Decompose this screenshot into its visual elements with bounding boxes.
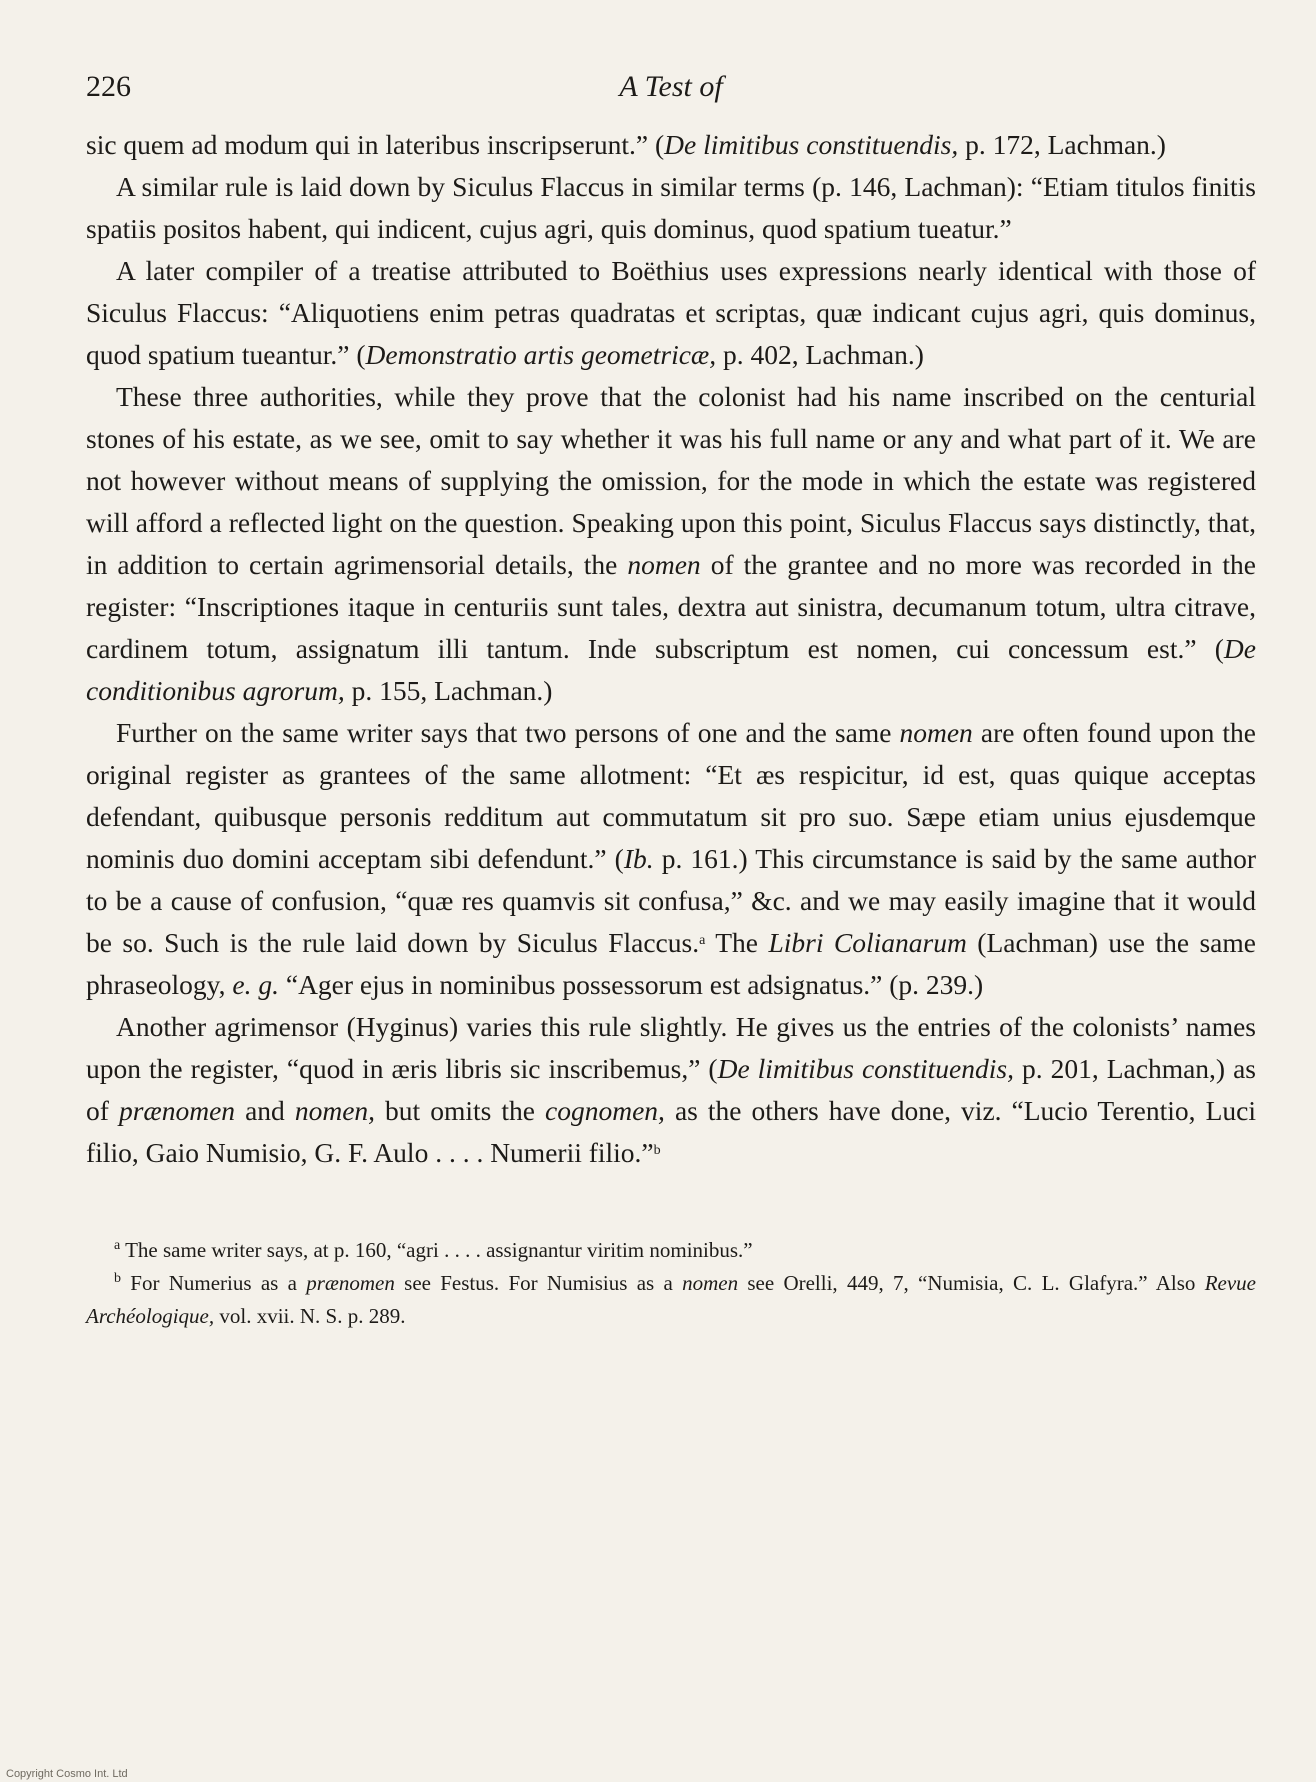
italic-text: Demonstratio artis geometricæ, [365,339,717,370]
paragraph [86,376,1256,712]
text-run: see Orelli, 449, 7, “Numisia, C. L. Glafyra.” Also [738,1271,1205,1295]
text-run: as the others have done, viz. “Lucio Terentio, Luci filio, Gaio Numisio, G. F. Aulo . . . . Numerii filio.” [86,1095,1256,1168]
page-number: 226 [86,70,131,103]
italic-text: nomen [627,549,701,580]
italic-text: De limitibus constituendis, [717,1053,1014,1084]
document-page [86,64,1256,1333]
text-run: p. 155, Lachman.) [344,675,553,706]
body-text [86,124,1256,1174]
paragraph [86,250,1256,376]
text-run: are often found upon the original register as grantees of the same allotment: “Et æs respicitur, id est, quas quique acceptas defendant, quibusque personis redditum aut commutatum sit pro suo. Sæpe etiam unius ejusdemque nominis duo domini acceptam sibi defendunt.” ( [86,717,1256,874]
text-run: sic quem ad modum qui in lateribus inscripserunt.” ( [86,129,665,160]
italic-text: nomen [682,1271,739,1295]
page-header [86,64,1256,124]
text-run: vol. xvii. N. S. p. 289. [214,1304,406,1328]
paragraph [86,712,1256,1006]
paragraph [86,1006,1256,1174]
text-run: see Festus. For Numisius as a [394,1271,683,1295]
text-run: and [235,1095,295,1126]
footnote-marker: a [699,933,706,948]
italic-text: nomen [899,717,973,748]
italic-text: prænomen [306,1271,395,1295]
italic-text: De conditionibus agrorum, [86,633,1256,706]
footnote [86,1234,1256,1267]
text-run: Further on the same writer says that two persons of one and the same [116,717,900,748]
footnote [86,1267,1256,1333]
text-run: but omits the [375,1095,546,1126]
text-run: (Lachman) use the same phraseology, [86,927,1256,1000]
italic-text: Revue Archéologique, [86,1271,1256,1328]
footnote-marker: b [114,1271,121,1286]
text-run: A later compiler of a treatise attributed to Boëthius uses expressions nearly identical with those of Siculus Flaccus: “Aliquotiens enim petras quadratas et scriptas, quæ indicant cujus agri, quis dominus, quod spatium tueantur.” ( [86,255,1256,370]
text-run: Another agrimensor (Hyginus) varies this rule slightly. He gives us the entries of the colonists’ names upon the register, “quod in æris libris sic inscribemus,” ( [86,1011,1256,1084]
italic-text: e. g. [232,969,279,1000]
text-run: p. 172, Lachman.) [958,129,1166,160]
text-run: For Numerius as a [121,1271,307,1295]
italic-text: nomen, [294,1095,376,1126]
footnotes [86,1234,1256,1333]
text-run: The same writer says, at p. 160, “agri . . . . assignantur viritim nominibus.” [120,1238,753,1262]
text-run: The [705,927,769,958]
italic-text: Libri Colianarum [768,927,967,958]
footnote-marker: a [114,1238,121,1253]
text-run: A similar rule is laid down by Siculus Flaccus in similar terms (p. 146, Lachman): “Etiam titulos finitis spatiis positos habent, qui indicent, cujus agri, quis dominus, quod spatium tueatur.” [86,171,1256,244]
running-title: A Test of [619,70,723,103]
italic-text: cognomen, [545,1095,665,1126]
text-run: p. 161.) This circumstance is said by the same author to be a cause of confusion, “quæ res quamvis sit confusa,” &c. and we may easily imagine that it would be so. Such is the rule laid down by Siculus Flaccus. [86,843,1256,958]
paragraph [86,166,1256,250]
italic-text: De limitibus constituendis, [664,129,959,160]
text-run: p. 402, Lachman.) [716,339,924,370]
text-run: p. 201, Lachman,) as of [86,1053,1256,1126]
text-run: of the grantee and no more was recorded in the register: “Inscriptiones itaque in centuriis sunt tales, dextra aut sinistra, decumanum totum, ultra citrave, cardinem totum, assignatum illi tantum. Inde subscriptum est nomen, cui concessum est.” ( [86,549,1256,664]
copyright-notice: Copyright Cosmo Int. Ltd [6,1768,128,1780]
text-run: “Ager ejus in nominibus possessorum est adsignatus.” (p. 239.) [278,969,984,1000]
text-run: These three authorities, while they prove that the colonist had his name inscribed on the centurial stones of his estate, as we see, omit to say whether it was his full name or any and what part of it. We are not however without means of supplying the omission, for the mode in which the estate was registered will afford a reflected light on the question. Speaking upon this point, Siculus Flaccus says distinctly, that, in addition to certain agrimensorial details, the [86,381,1256,580]
italic-text: prænomen [118,1095,236,1126]
paragraph [86,124,1256,166]
footnote-marker: b [653,1143,661,1158]
italic-text: Ib. [623,843,654,874]
